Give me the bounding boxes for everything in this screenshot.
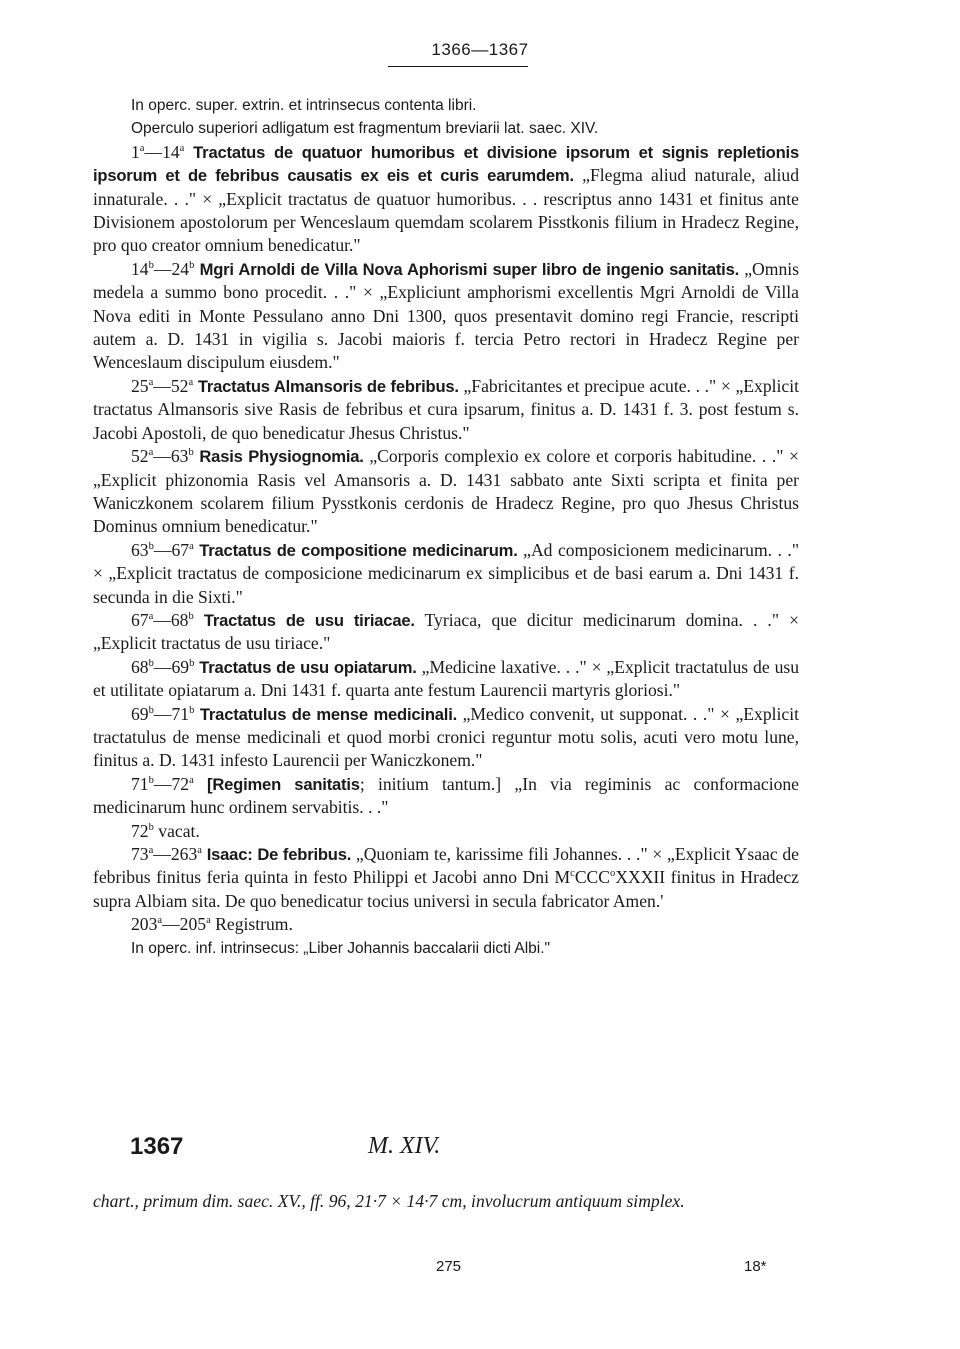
text-paragraph bbox=[93, 913, 799, 936]
text-segment: In operc. inf. intrinsecus: „Liber Johannis baccalarii dicti Albi." bbox=[131, 939, 551, 957]
folio-superscript: a bbox=[157, 915, 163, 927]
folio-superscript: a bbox=[189, 774, 194, 786]
text-segment: 203 bbox=[131, 914, 158, 935]
folio-superscript: b bbox=[188, 611, 194, 623]
tractatus-title: Tractatulus de mense medicinali. bbox=[194, 704, 458, 724]
tractatus-title: Tractatus de usu tiriacae. bbox=[193, 610, 415, 630]
folio-superscript: b bbox=[188, 447, 194, 459]
tractatus-title: Tractatus Almansoris de febribus. bbox=[193, 376, 459, 396]
text-paragraph bbox=[93, 843, 799, 913]
text-segment: —263 bbox=[153, 844, 198, 864]
tractatus-title: Isaac: De febribus. bbox=[201, 845, 352, 864]
text-segment: „Corporis complexio ex colore et corporis habitudine. . ." × „Explicit phizonomia Rasis vel Amansoris a. D. 1431 sabbato ante Sixti scripta et finita per Waniczkonem scolarem filium Pysstkonis cerdonis de Hradecz Regine, pro quo Jhesus Christus Dominus omnium benedicatur." bbox=[93, 446, 799, 537]
text-segment: „Flegma aliud naturale, aliud innaturale. . ." × „Explicit tractatus de quatuor humoribus. . . rescriptus anno 1431 et finitus ante Divisionem apostolorum per Wenceslaum quemdam scolarem Pisstkonis filium in Hradecz Regine, pro quo creator omnium benedicatur." bbox=[93, 165, 799, 256]
folio-superscript: b bbox=[148, 259, 154, 271]
text-segment: 25 bbox=[131, 375, 149, 396]
text-paragraph bbox=[93, 141, 799, 258]
folio-superscript: b bbox=[148, 821, 154, 833]
text-segment: —205 bbox=[162, 914, 207, 935]
text-segment: —14 bbox=[144, 141, 180, 162]
text-segment: CCC bbox=[574, 867, 611, 888]
folio-superscript: a bbox=[148, 447, 154, 459]
entry-number: 1367 bbox=[130, 1133, 184, 1160]
text-segment: —67 bbox=[153, 539, 190, 560]
header-rule bbox=[388, 66, 528, 67]
text-segment: Operculo superiori adligatum est fragmentum breviarii lat. saec. XIV. bbox=[131, 120, 599, 138]
folio-superscript: c bbox=[570, 868, 575, 880]
tractatus-title: Tractatus de compositione medicinarum. bbox=[193, 540, 518, 560]
text-paragraph bbox=[93, 937, 799, 960]
text-segment: „Medicine laxative. . ." × „Explicit tractatulus de usu et utilitate opiatarum a. Dni 1431 f. quarta ante festum Laurencii martyris gloriosi." bbox=[93, 656, 800, 701]
text-segment: „Quoniam te, karissime fili Johannes. . ." × „Explicit Ysaac de febribus finitus feria quinta in festo Philippi et Jacobi anno Dni M bbox=[93, 844, 799, 888]
entry-signature: M. XIV. bbox=[368, 1133, 441, 1159]
text-segment: ; initium tantum.] „In via regiminis ac conformacione medicinarum hunc ordinem servabitis. . ." bbox=[93, 773, 799, 818]
tractatus-title: Tractatus de usu opiatarum. bbox=[194, 657, 417, 677]
text-segment: Tyriaca, que dicitur medicinarum domina. . ." × „Explicit tractatus de usu tiriace." bbox=[93, 609, 799, 654]
tractatus-title: [Regimen sanitatis bbox=[193, 774, 360, 794]
text-segment: „Fabricitantes et precipue acute. . ." × „Explicit tractatus Almansoris sive Rasis de febribus et cura ipsarum, finitus a. D. 1431 f. 3. post festum s. Jacobi Apostoli, de quo benedicatur Jhesus Christus." bbox=[93, 375, 799, 443]
text-paragraph bbox=[93, 94, 799, 117]
text-segment: 68 bbox=[131, 656, 149, 677]
text-segment: 52 bbox=[131, 446, 149, 467]
running-header: 1366—1367 bbox=[431, 40, 529, 59]
text-segment: —24 bbox=[153, 258, 190, 279]
text-paragraph bbox=[93, 609, 799, 656]
text-paragraph bbox=[93, 117, 799, 140]
folio-superscript: a bbox=[139, 142, 145, 154]
text-segment: —69 bbox=[153, 656, 190, 677]
text-segment: —72 bbox=[153, 773, 190, 794]
signature-mark: 18* bbox=[744, 1258, 767, 1275]
text-segment: Registrum. bbox=[210, 914, 293, 935]
text-paragraph bbox=[93, 656, 799, 703]
folio-superscript: b bbox=[189, 657, 195, 669]
text-paragraph bbox=[93, 258, 799, 375]
folio-superscript: a bbox=[179, 142, 185, 154]
text-paragraph bbox=[93, 539, 799, 609]
text-paragraph bbox=[93, 820, 799, 843]
text-segment: —63 bbox=[153, 446, 189, 467]
text-segment: 71 bbox=[131, 773, 149, 794]
text-segment: „Medico convenit, ut supponat. . ." × „Explicit tractatulus de mense medicinali et quod morbi cronici reguntur motu solis, acuti vero motu lune, finitus a. D. 1431 infesto Laurencii per Waniczkonem." bbox=[93, 703, 799, 771]
text-segment: —68 bbox=[153, 609, 189, 630]
folio-superscript: a bbox=[189, 540, 194, 552]
folio-superscript: b bbox=[148, 540, 154, 552]
folio-superscript: b bbox=[148, 774, 154, 786]
text-segment: 63 bbox=[131, 539, 149, 560]
folio-superscript: b bbox=[189, 704, 195, 716]
text-segment: 73 bbox=[131, 844, 149, 864]
text-segment: In operc. super. extrin. et intrinsecus contenta libri. bbox=[131, 97, 477, 114]
text-segment: —71 bbox=[153, 703, 190, 724]
folio-superscript: a bbox=[188, 377, 194, 389]
text-segment: „Omnis medela a summo bono procedit. . ." × „Expliciunt amphorismi excellentis Mgri Arnoldi de Villa Nova editi in Monte Pessulano anno Dni 1300, quos presentavit domino regi Francie, rescripti autem a. D. 1431 in vigilia s. Jacobi maioris f. tercia Petro rectori in Hradecz Regine per Wenceslaum discipulum eiusdem." bbox=[93, 258, 799, 373]
page-number: 275 bbox=[436, 1258, 462, 1275]
text-segment: 14 bbox=[131, 258, 149, 279]
folio-superscript: a bbox=[197, 845, 202, 857]
text-segment: —52 bbox=[153, 375, 189, 396]
folio-superscript: a bbox=[148, 611, 154, 623]
text-paragraph bbox=[93, 375, 799, 445]
folio-superscript: b bbox=[148, 704, 154, 716]
entry-heading bbox=[130, 1133, 800, 1163]
tractatus-title: Rasis Physiognomia. bbox=[193, 447, 364, 467]
text-paragraph bbox=[93, 445, 799, 539]
text-segment: 72 bbox=[131, 820, 149, 841]
text-segment: 69 bbox=[131, 703, 149, 724]
text-segment: XXXII finitus in Hradecz supra Albiam sita. De quo benedicatur tocius universi in secula fabricator Amen.' bbox=[93, 867, 799, 911]
folio-superscript: a bbox=[148, 845, 154, 857]
text-segment: 1 bbox=[131, 141, 140, 162]
text-segment: vacat. bbox=[153, 820, 200, 841]
text-paragraph bbox=[93, 773, 799, 820]
text-segment: 67 bbox=[131, 609, 149, 630]
catalog-entry-1366-body bbox=[93, 94, 799, 960]
tractatus-title: Mgri Arnoldi de Villa Nova Aphorismi super libro de ingenio sanitatis. bbox=[194, 259, 740, 279]
folio-superscript: o bbox=[610, 868, 616, 880]
folio-superscript: b bbox=[189, 259, 195, 271]
folio-superscript: b bbox=[148, 657, 154, 669]
folio-superscript: a bbox=[206, 915, 211, 927]
folio-superscript: a bbox=[148, 377, 154, 389]
tractatus-title: Tractatus de quatuor humoribus et divisione ipsorum et signis repletionis ipsorum et de febribus causatis ex eis et curis earumdem. bbox=[93, 142, 799, 186]
entry-description: chart., primum dim. saec. XV., ff. 96, 21·7 × 14·7 cm, involucrum antiquum simplex. bbox=[93, 1190, 685, 1211]
text-paragraph bbox=[93, 703, 799, 773]
text-segment: „Ad composicionem medicinarum. . ." × „Explicit tractatus de composicione medicinarum ex simplicibus et de basi earum a. Dni 1431 f. secunda in die Sixti." bbox=[93, 539, 799, 607]
